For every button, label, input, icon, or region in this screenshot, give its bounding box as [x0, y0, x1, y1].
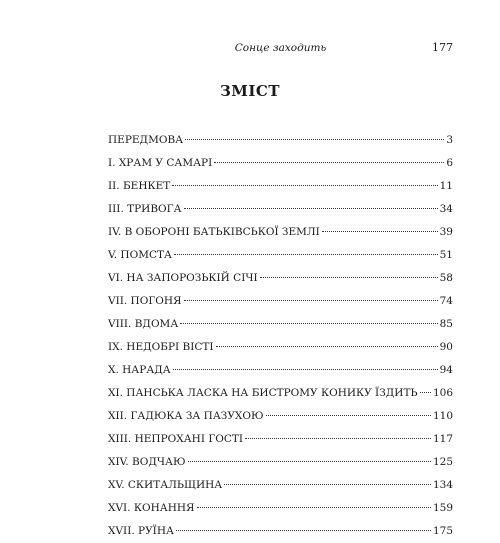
toc-entry-title: XV. СКИТАЛЬЩИНА [108, 479, 223, 491]
toc-entry [108, 152, 453, 175]
dot-leader [245, 438, 431, 439]
toc-entry-page: 11 [439, 180, 453, 192]
toc-entry-page: 117 [432, 433, 453, 445]
toc-entry-page: 58 [439, 272, 453, 284]
toc-entry-page: 85 [439, 318, 453, 330]
dot-leader [197, 507, 431, 508]
table-of-contents [108, 129, 453, 543]
toc-entry-title: ПЕРЕДМОВА [108, 134, 184, 146]
toc-entry [108, 428, 453, 451]
toc-entry-page: 110 [432, 410, 453, 422]
dot-leader [322, 231, 438, 232]
toc-entry-page: 74 [439, 295, 453, 307]
toc-entry [108, 313, 453, 336]
dot-leader [180, 323, 437, 324]
toc-entry-title: XI. ПАНСЬКА ЛАСКА НА БИСТРОМУ КОНИКУ ЇЗДИТЬ [108, 387, 418, 399]
dot-leader [173, 369, 438, 370]
toc-entry [108, 221, 453, 244]
dot-leader [184, 300, 438, 301]
toc-entry-page: 134 [432, 479, 453, 491]
toc-entry-page: 51 [439, 249, 453, 261]
toc-entry [108, 244, 453, 267]
toc-entry [108, 175, 453, 198]
toc-entry-title: ІІІ. ТРИВОГА [108, 203, 182, 215]
toc-entry-page: 34 [439, 203, 453, 215]
dot-leader [184, 208, 438, 209]
toc-entry-page: 175 [432, 525, 453, 537]
page-number: 177 [432, 41, 453, 54]
toc-entry-title: VII. ПОГОНЯ [108, 295, 182, 307]
dot-leader [172, 185, 437, 186]
dot-leader [420, 392, 431, 393]
dot-leader [266, 415, 431, 416]
dot-leader [214, 162, 444, 163]
dot-leader [176, 530, 431, 531]
toc-entry [108, 359, 453, 382]
toc-entry-page: 94 [439, 364, 453, 376]
toc-entry-page: 3 [446, 134, 453, 146]
toc-entry [108, 520, 453, 543]
toc-entry [108, 336, 453, 359]
toc-entry [108, 290, 453, 313]
running-title: Сонце заходить [234, 42, 327, 54]
toc-entry-title: VI. НА ЗАПОРОЗЬКІЙ СІЧІ [108, 272, 258, 284]
toc-entry-title: IV. В ОБОРОНІ БАТЬКІВСЬКОЇ ЗЕМЛІ [108, 226, 320, 238]
toc-entry [108, 198, 453, 221]
dot-leader [260, 277, 438, 278]
dot-leader [216, 346, 438, 347]
toc-entry-title: XVI. КОНАННЯ [108, 502, 195, 514]
toc-entry [108, 267, 453, 290]
toc-entry [108, 497, 453, 520]
toc-entry [108, 474, 453, 497]
toc-entry-title: IX. НЕДОБРІ ВІСТІ [108, 341, 214, 353]
toc-entry-page: 6 [446, 157, 453, 169]
toc-entry [108, 129, 453, 152]
toc-entry [108, 405, 453, 428]
toc-entry-title: XIV. ВОДЧАЮ [108, 456, 186, 468]
toc-entry-title: X. НАРАДА [108, 364, 171, 376]
dot-leader [188, 461, 431, 462]
toc-entry-title: XVII. РУЇНА [108, 525, 174, 537]
dot-leader [185, 139, 444, 140]
running-head [108, 38, 453, 58]
toc-entry-title: VIII. ВДОМА [108, 318, 179, 330]
toc-entry-title: XII. ГАДЮКА ЗА ПАЗУХОЮ [108, 410, 264, 422]
toc-entry [108, 451, 453, 474]
dot-leader [224, 484, 431, 485]
toc-entry-title: І. ХРАМ У САМАРІ [108, 157, 213, 169]
toc-entry-page: 39 [439, 226, 453, 238]
toc-entry-title: ІІ. БЕНКЕТ [108, 180, 171, 192]
toc-entry-title: XIII. НЕПРОХАНІ ГОСТІ [108, 433, 244, 445]
toc-heading: ЗМІСТ [219, 82, 281, 100]
toc-entry-page: 90 [439, 341, 453, 353]
toc-entry-title: V. ПОМСТА [108, 249, 172, 261]
toc-entry-page: 125 [432, 456, 453, 468]
dot-leader [174, 254, 438, 255]
toc-entry-page: 106 [432, 387, 453, 399]
toc-entry [108, 382, 453, 405]
toc-entry-page: 159 [432, 502, 453, 514]
